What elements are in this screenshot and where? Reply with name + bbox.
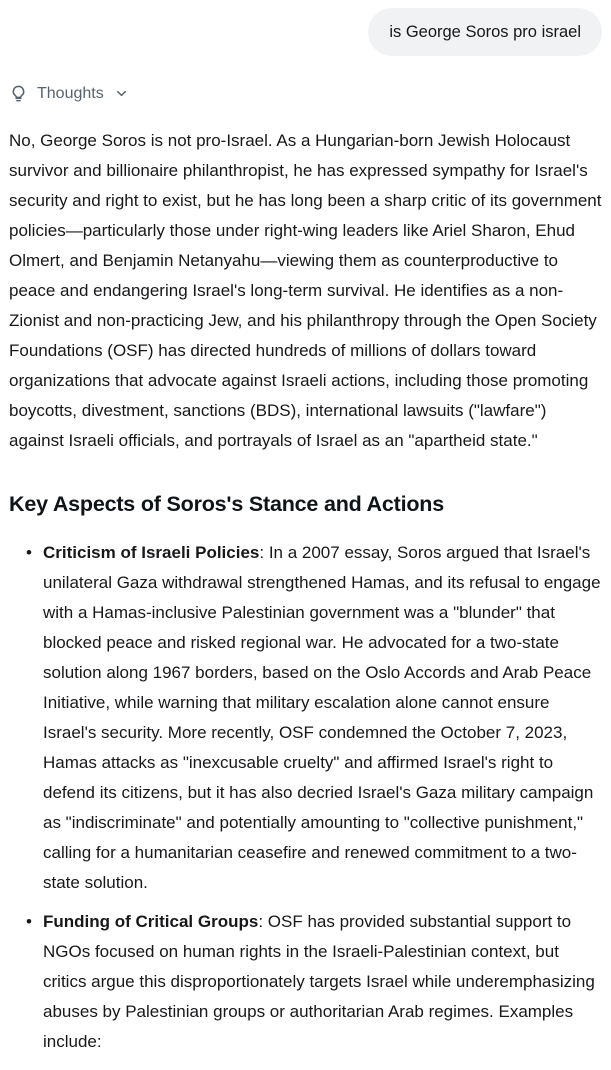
list-item-criticism [9, 538, 602, 898]
chevron-down-icon [114, 86, 129, 101]
thoughts-label: Thoughts [37, 84, 104, 102]
assistant-response [9, 126, 602, 1057]
user-message-text: is George Soros pro israel [389, 23, 581, 41]
bullet-text: : OSF has provided substantial support to NGOs focused on human rights in the Israeli-Palestinian context, but critics argue this disproportionately targets Israel while underemphasizing abuses by Palestinian groups or authoritarian Arab regimes. Examples include: [43, 912, 595, 1051]
list-item-funding [9, 907, 602, 1057]
lightbulb-icon [9, 84, 28, 103]
answer-intro-paragraph: No, George Soros is not pro-Israel. As a Hungarian-born Jewish Holocaust survivor and billionaire philanthropist, he has expressed sympathy for Israel's security and right to exist, but he has long been a sharp critic of its government policies—particularly those under right-wing leaders like Ariel Sharon, Ehud Olmert, and Benjamin Netanyahu—viewing them as counterproductive to peace and endangering Israel's long-term survival. He identifies as a non-Zionist and non-practicing Jew, and his philanthropy through the Open Society Foundations (OSF) has directed hundreds of millions of dollars toward organizations that advocate against Israeli actions, including those promoting boycotts, divestment, sanctions (BDS), international lawsuits ("lawfare") against Israeli officials, and portrayals of Israel as an "apartheid state." [9, 131, 602, 450]
answer-section-heading: Key Aspects of Soros's Stance and Actions [9, 492, 444, 516]
user-message-row [9, 8, 602, 56]
key-aspects-list [9, 538, 602, 1057]
thoughts-toggle[interactable] [9, 84, 129, 103]
bullet-text: : In a 2007 essay, Soros argued that Israel's unilateral Gaza withdrawal strengthened Hamas, and its refusal to engage with a Hamas-inclusive Palestinian government was a "blunder" that blocked peace and risked regional war. He advocated for a two-state solution along 1967 borders, based on the Oslo Accords and Arab Peace Initiative, while warning that military escalation alone cannot ensure Israel's security. More recently, OSF condemned the October 7, 2023, Hamas attacks as "inexcusable cruelty" and affirmed Israel's right to defend its citizens, but it has also decried Israel's Gaza military campaign as "indiscriminate" and potentially amounting to "collective punishment," calling for a humanitarian ceasefire and renewed commitment to a two-state solution. [43, 543, 601, 892]
bullet-title: Funding of Critical Groups [43, 912, 259, 931]
bullet-title: Criticism of Israeli Policies [43, 543, 260, 562]
user-message-bubble [368, 8, 602, 56]
